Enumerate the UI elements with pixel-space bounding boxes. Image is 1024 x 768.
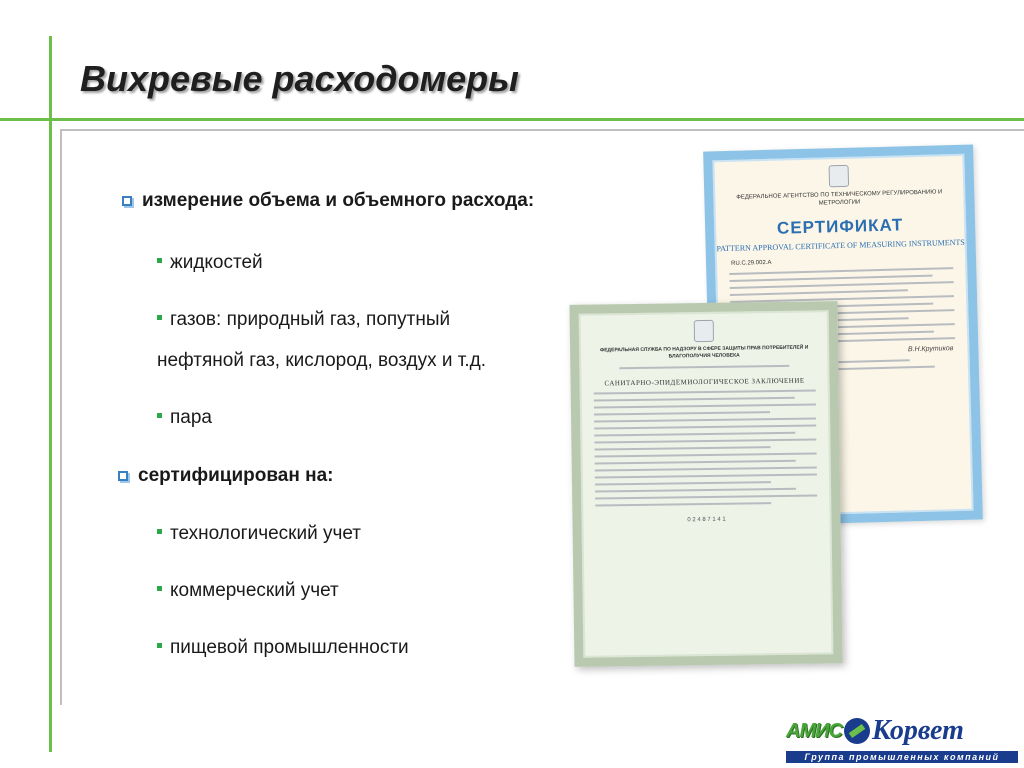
list-item-label: технологический учет bbox=[170, 523, 362, 544]
list-item bbox=[157, 252, 263, 274]
slide-title: Вихревые расходомеры bbox=[80, 58, 519, 99]
list-item-label: коммерческий учет bbox=[170, 580, 339, 601]
section1-heading: измерение объема и объемного расхода: bbox=[142, 190, 535, 211]
logo-emblem-icon bbox=[844, 718, 870, 744]
square-bullet-icon bbox=[157, 315, 162, 320]
square-bullet-icon bbox=[157, 586, 162, 591]
square-bullet-icon bbox=[157, 643, 162, 648]
square-bullet-icon bbox=[157, 529, 162, 534]
list-item-label: газов: природный газ, попутный bbox=[170, 309, 451, 330]
coat-of-arms-icon bbox=[829, 165, 850, 188]
list-item bbox=[157, 637, 409, 659]
certificate-subtitle: PATTERN APPROVAL CERTIFICATE OF MEASURING INSTRUMENTS bbox=[716, 237, 965, 254]
list-item bbox=[157, 523, 361, 545]
company-logo bbox=[786, 712, 1018, 764]
list-item-label: пара bbox=[170, 407, 212, 428]
checkbox-bullet-icon bbox=[122, 196, 132, 206]
section2-heading: сертифицирован на: bbox=[138, 465, 334, 486]
checkbox-bullet-icon bbox=[118, 471, 128, 481]
square-bullet-icon bbox=[157, 258, 162, 263]
certificate-title: САНИТАРНО-ЭПИДЕМИОЛОГИЧЕСКОЕ ЗАКЛЮЧЕНИЕ bbox=[604, 376, 805, 388]
certificate-number: 0 2 4 8 7 1 4 1 bbox=[687, 516, 726, 524]
accent-horizontal-line bbox=[0, 118, 1024, 121]
logo-brand-right: Корвет bbox=[871, 715, 964, 746]
list-item bbox=[157, 407, 212, 429]
list-item bbox=[157, 580, 339, 602]
square-bullet-icon bbox=[157, 413, 162, 418]
certificate-agency: ФЕДЕРАЛЬНОЕ АГЕНТСТВО ПО ТЕХНИЧЕСКОМУ РЕГУЛИРОВАНИЮ И МЕТРОЛОГИИ bbox=[736, 189, 943, 207]
certificate-title: СЕРТИФИКАТ bbox=[776, 215, 904, 238]
content-frame-top bbox=[60, 129, 1024, 131]
coat-of-arms-icon bbox=[694, 320, 714, 342]
logo-brand-left: АМИС bbox=[786, 719, 842, 742]
content-frame-left bbox=[60, 129, 62, 705]
logo-tagline: Группа промышленных компаний bbox=[786, 751, 1018, 763]
list-item-label: пищевой промышленности bbox=[170, 637, 409, 658]
list-item-label: жидкостей bbox=[170, 252, 263, 273]
certificate-number: RU.C.29.002.A bbox=[731, 259, 772, 267]
certificate-agency: ФЕДЕРАЛЬНАЯ СЛУЖБА ПО НАДЗОРУ В СФЕРЕ ЗАЩИТЫ ПРАВ ПОТРЕБИТЕЛЕЙ И БЛАГОПОЛУЧИЯ ЧЕЛОВЕКА bbox=[599, 344, 809, 360]
section1-heading-row bbox=[122, 190, 534, 212]
list-item bbox=[157, 309, 450, 331]
list-item-continuation: нефтяной газ, кислород, воздух и т.д. bbox=[157, 350, 487, 371]
certificate-signature: В.Н.Крутиков bbox=[907, 345, 954, 354]
sanitary-certificate-image bbox=[569, 301, 842, 667]
section2-heading-row bbox=[118, 465, 333, 487]
accent-vertical-line bbox=[49, 36, 52, 752]
